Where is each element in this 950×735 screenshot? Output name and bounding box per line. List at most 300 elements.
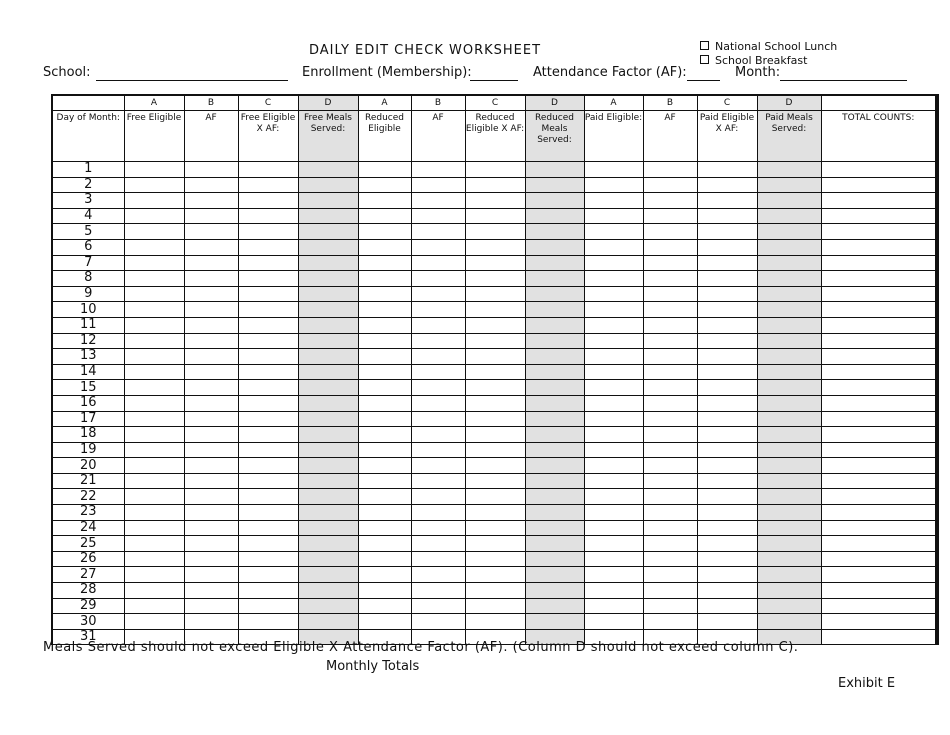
- entry-cell[interactable]: [124, 255, 184, 271]
- entry-cell[interactable]: [298, 427, 358, 443]
- entry-cell[interactable]: [697, 255, 757, 271]
- entry-cell[interactable]: [238, 489, 298, 505]
- entry-cell[interactable]: [465, 364, 525, 380]
- entry-cell[interactable]: [184, 551, 238, 567]
- entry-cell[interactable]: [124, 598, 184, 614]
- entry-cell[interactable]: [124, 177, 184, 193]
- entry-cell[interactable]: [821, 427, 937, 443]
- entry-cell[interactable]: [184, 364, 238, 380]
- entry-cell[interactable]: [525, 567, 584, 583]
- school-field[interactable]: [96, 67, 288, 81]
- entry-cell[interactable]: [697, 208, 757, 224]
- entry-cell[interactable]: [525, 162, 584, 178]
- entry-cell[interactable]: [358, 583, 411, 599]
- entry-cell[interactable]: [238, 177, 298, 193]
- entry-cell[interactable]: [584, 317, 643, 333]
- entry-cell[interactable]: [757, 317, 821, 333]
- entry-cell[interactable]: [697, 427, 757, 443]
- entry-cell[interactable]: [584, 567, 643, 583]
- entry-cell[interactable]: [821, 442, 937, 458]
- entry-cell[interactable]: [358, 349, 411, 365]
- entry-cell[interactable]: [358, 598, 411, 614]
- entry-cell[interactable]: [757, 458, 821, 474]
- entry-cell[interactable]: [757, 427, 821, 443]
- entry-cell[interactable]: [525, 255, 584, 271]
- entry-cell[interactable]: [757, 442, 821, 458]
- entry-cell[interactable]: [821, 489, 937, 505]
- entry-cell[interactable]: [697, 177, 757, 193]
- entry-cell[interactable]: [411, 193, 465, 209]
- entry-cell[interactable]: [757, 177, 821, 193]
- entry-cell[interactable]: [124, 411, 184, 427]
- entry-cell[interactable]: [584, 598, 643, 614]
- entry-cell[interactable]: [821, 302, 937, 318]
- entry-cell[interactable]: [238, 239, 298, 255]
- entry-cell[interactable]: [697, 317, 757, 333]
- entry-cell[interactable]: [238, 271, 298, 287]
- entry-cell[interactable]: [525, 395, 584, 411]
- entry-cell[interactable]: [411, 395, 465, 411]
- entry-cell[interactable]: [238, 520, 298, 536]
- entry-cell[interactable]: [697, 505, 757, 521]
- entry-cell[interactable]: [584, 177, 643, 193]
- entry-cell[interactable]: [465, 239, 525, 255]
- entry-cell[interactable]: [411, 442, 465, 458]
- entry-cell[interactable]: [643, 317, 697, 333]
- entry-cell[interactable]: [643, 458, 697, 474]
- entry-cell[interactable]: [238, 193, 298, 209]
- entry-cell[interactable]: [584, 286, 643, 302]
- entry-cell[interactable]: [465, 333, 525, 349]
- entry-cell[interactable]: [643, 583, 697, 599]
- entry-cell[interactable]: [697, 364, 757, 380]
- entry-cell[interactable]: [411, 489, 465, 505]
- entry-cell[interactable]: [238, 162, 298, 178]
- entry-cell[interactable]: [697, 333, 757, 349]
- entry-cell[interactable]: [411, 411, 465, 427]
- entry-cell[interactable]: [643, 349, 697, 365]
- entry-cell[interactable]: [358, 411, 411, 427]
- entry-cell[interactable]: [525, 349, 584, 365]
- entry-cell[interactable]: [525, 520, 584, 536]
- entry-cell[interactable]: [298, 520, 358, 536]
- entry-cell[interactable]: [238, 614, 298, 630]
- entry-cell[interactable]: [697, 598, 757, 614]
- entry-cell[interactable]: [697, 567, 757, 583]
- entry-cell[interactable]: [124, 349, 184, 365]
- entry-cell[interactable]: [525, 614, 584, 630]
- entry-cell[interactable]: [643, 442, 697, 458]
- entry-cell[interactable]: [821, 598, 937, 614]
- entry-cell[interactable]: [525, 224, 584, 240]
- entry-cell[interactable]: [465, 255, 525, 271]
- entry-cell[interactable]: [465, 551, 525, 567]
- entry-cell[interactable]: [298, 255, 358, 271]
- entry-cell[interactable]: [124, 239, 184, 255]
- entry-cell[interactable]: [697, 349, 757, 365]
- entry-cell[interactable]: [757, 193, 821, 209]
- entry-cell[interactable]: [238, 317, 298, 333]
- entry-cell[interactable]: [465, 302, 525, 318]
- entry-cell[interactable]: [358, 333, 411, 349]
- entry-cell[interactable]: [298, 302, 358, 318]
- entry-cell[interactable]: [238, 551, 298, 567]
- entry-cell[interactable]: [643, 473, 697, 489]
- entry-cell[interactable]: [298, 162, 358, 178]
- entry-cell[interactable]: [184, 442, 238, 458]
- entry-cell[interactable]: [821, 473, 937, 489]
- entry-cell[interactable]: [465, 458, 525, 474]
- entry-cell[interactable]: [525, 317, 584, 333]
- entry-cell[interactable]: [184, 208, 238, 224]
- entry-cell[interactable]: [184, 411, 238, 427]
- entry-cell[interactable]: [697, 380, 757, 396]
- entry-cell[interactable]: [238, 364, 298, 380]
- entry-cell[interactable]: [298, 505, 358, 521]
- entry-cell[interactable]: [184, 177, 238, 193]
- entry-cell[interactable]: [411, 177, 465, 193]
- entry-cell[interactable]: [465, 536, 525, 552]
- entry-cell[interactable]: [184, 193, 238, 209]
- entry-cell[interactable]: [411, 286, 465, 302]
- entry-cell[interactable]: [584, 208, 643, 224]
- entry-cell[interactable]: [411, 614, 465, 630]
- entry-cell[interactable]: [525, 598, 584, 614]
- entry-cell[interactable]: [184, 583, 238, 599]
- entry-cell[interactable]: [358, 427, 411, 443]
- entry-cell[interactable]: [184, 333, 238, 349]
- entry-cell[interactable]: [358, 442, 411, 458]
- entry-cell[interactable]: [124, 271, 184, 287]
- entry-cell[interactable]: [465, 177, 525, 193]
- entry-cell[interactable]: [697, 302, 757, 318]
- entry-cell[interactable]: [184, 427, 238, 443]
- entry-cell[interactable]: [465, 520, 525, 536]
- entry-cell[interactable]: [238, 349, 298, 365]
- entry-cell[interactable]: [584, 505, 643, 521]
- entry-cell[interactable]: [757, 536, 821, 552]
- entry-cell[interactable]: [757, 162, 821, 178]
- entry-cell[interactable]: [184, 286, 238, 302]
- entry-cell[interactable]: [821, 162, 937, 178]
- entry-cell[interactable]: [358, 551, 411, 567]
- entry-cell[interactable]: [411, 458, 465, 474]
- entry-cell[interactable]: [525, 286, 584, 302]
- entry-cell[interactable]: [757, 411, 821, 427]
- entry-cell[interactable]: [643, 333, 697, 349]
- entry-cell[interactable]: [465, 411, 525, 427]
- entry-cell[interactable]: [584, 255, 643, 271]
- entry-cell[interactable]: [525, 177, 584, 193]
- entry-cell[interactable]: [184, 239, 238, 255]
- entry-cell[interactable]: [298, 411, 358, 427]
- entry-cell[interactable]: [298, 239, 358, 255]
- entry-cell[interactable]: [525, 239, 584, 255]
- entry-cell[interactable]: [757, 598, 821, 614]
- entry-cell[interactable]: [757, 520, 821, 536]
- entry-cell[interactable]: [465, 193, 525, 209]
- entry-cell[interactable]: [298, 224, 358, 240]
- entry-cell[interactable]: [238, 567, 298, 583]
- entry-cell[interactable]: [411, 271, 465, 287]
- entry-cell[interactable]: [757, 255, 821, 271]
- entry-cell[interactable]: [124, 520, 184, 536]
- entry-cell[interactable]: [124, 364, 184, 380]
- entry-cell[interactable]: [298, 395, 358, 411]
- entry-cell[interactable]: [584, 224, 643, 240]
- entry-cell[interactable]: [757, 364, 821, 380]
- entry-cell[interactable]: [821, 458, 937, 474]
- entry-cell[interactable]: [525, 364, 584, 380]
- entry-cell[interactable]: [584, 193, 643, 209]
- entry-cell[interactable]: [358, 380, 411, 396]
- entry-cell[interactable]: [124, 224, 184, 240]
- entry-cell[interactable]: [124, 380, 184, 396]
- entry-cell[interactable]: [238, 411, 298, 427]
- entry-cell[interactable]: [298, 598, 358, 614]
- entry-cell[interactable]: [358, 208, 411, 224]
- entry-cell[interactable]: [643, 520, 697, 536]
- entry-cell[interactable]: [465, 583, 525, 599]
- entry-cell[interactable]: [124, 567, 184, 583]
- entry-cell[interactable]: [757, 239, 821, 255]
- entry-cell[interactable]: [821, 271, 937, 287]
- entry-cell[interactable]: [697, 520, 757, 536]
- entry-cell[interactable]: [184, 614, 238, 630]
- entry-cell[interactable]: [298, 333, 358, 349]
- entry-cell[interactable]: [821, 286, 937, 302]
- entry-cell[interactable]: [821, 193, 937, 209]
- entry-cell[interactable]: [124, 551, 184, 567]
- entry-cell[interactable]: [697, 224, 757, 240]
- entry-cell[interactable]: [584, 427, 643, 443]
- entry-cell[interactable]: [124, 286, 184, 302]
- entry-cell[interactable]: [184, 567, 238, 583]
- entry-cell[interactable]: [757, 395, 821, 411]
- entry-cell[interactable]: [643, 255, 697, 271]
- entry-cell[interactable]: [358, 567, 411, 583]
- entry-cell[interactable]: [584, 380, 643, 396]
- month-field[interactable]: [780, 67, 907, 81]
- entry-cell[interactable]: [298, 458, 358, 474]
- entry-cell[interactable]: [411, 239, 465, 255]
- entry-cell[interactable]: [821, 583, 937, 599]
- entry-cell[interactable]: [184, 302, 238, 318]
- entry-cell[interactable]: [643, 427, 697, 443]
- entry-cell[interactable]: [757, 224, 821, 240]
- entry-cell[interactable]: [757, 583, 821, 599]
- entry-cell[interactable]: [643, 598, 697, 614]
- entry-cell[interactable]: [643, 411, 697, 427]
- entry-cell[interactable]: [184, 505, 238, 521]
- entry-cell[interactable]: [358, 302, 411, 318]
- entry-cell[interactable]: [525, 208, 584, 224]
- checkbox-icon[interactable]: [700, 41, 709, 50]
- entry-cell[interactable]: [584, 536, 643, 552]
- entry-cell[interactable]: [184, 349, 238, 365]
- entry-cell[interactable]: [184, 598, 238, 614]
- entry-cell[interactable]: [298, 193, 358, 209]
- entry-cell[interactable]: [643, 302, 697, 318]
- entry-cell[interactable]: [697, 551, 757, 567]
- entry-cell[interactable]: [184, 473, 238, 489]
- entry-cell[interactable]: [124, 193, 184, 209]
- entry-cell[interactable]: [184, 458, 238, 474]
- entry-cell[interactable]: [358, 162, 411, 178]
- entry-cell[interactable]: [643, 224, 697, 240]
- entry-cell[interactable]: [411, 505, 465, 521]
- entry-cell[interactable]: [821, 224, 937, 240]
- entry-cell[interactable]: [358, 177, 411, 193]
- entry-cell[interactable]: [184, 317, 238, 333]
- entry-cell[interactable]: [184, 255, 238, 271]
- entry-cell[interactable]: [411, 162, 465, 178]
- entry-cell[interactable]: [238, 505, 298, 521]
- entry-cell[interactable]: [584, 302, 643, 318]
- entry-cell[interactable]: [358, 489, 411, 505]
- entry-cell[interactable]: [757, 489, 821, 505]
- entry-cell[interactable]: [525, 427, 584, 443]
- entry-cell[interactable]: [643, 536, 697, 552]
- entry-cell[interactable]: [184, 224, 238, 240]
- entry-cell[interactable]: [697, 458, 757, 474]
- entry-cell[interactable]: [584, 271, 643, 287]
- entry-cell[interactable]: [525, 411, 584, 427]
- entry-cell[interactable]: [358, 614, 411, 630]
- entry-cell[interactable]: [298, 567, 358, 583]
- entry-cell[interactable]: [697, 614, 757, 630]
- entry-cell[interactable]: [358, 458, 411, 474]
- entry-cell[interactable]: [821, 629, 937, 645]
- entry-cell[interactable]: [184, 536, 238, 552]
- entry-cell[interactable]: [411, 349, 465, 365]
- entry-cell[interactable]: [821, 208, 937, 224]
- entry-cell[interactable]: [124, 505, 184, 521]
- entry-cell[interactable]: [124, 458, 184, 474]
- entry-cell[interactable]: [465, 224, 525, 240]
- entry-cell[interactable]: [525, 505, 584, 521]
- entry-cell[interactable]: [411, 255, 465, 271]
- entry-cell[interactable]: [411, 364, 465, 380]
- entry-cell[interactable]: [643, 208, 697, 224]
- entry-cell[interactable]: [757, 302, 821, 318]
- entry-cell[interactable]: [124, 583, 184, 599]
- entry-cell[interactable]: [184, 380, 238, 396]
- entry-cell[interactable]: [465, 271, 525, 287]
- entry-cell[interactable]: [697, 162, 757, 178]
- entry-cell[interactable]: [238, 473, 298, 489]
- entry-cell[interactable]: [465, 349, 525, 365]
- entry-cell[interactable]: [584, 583, 643, 599]
- entry-cell[interactable]: [465, 395, 525, 411]
- entry-cell[interactable]: [411, 224, 465, 240]
- entry-cell[interactable]: [358, 239, 411, 255]
- attendance-factor-field[interactable]: [687, 67, 720, 81]
- entry-cell[interactable]: [298, 177, 358, 193]
- entry-cell[interactable]: [584, 473, 643, 489]
- entry-cell[interactable]: [584, 411, 643, 427]
- entry-cell[interactable]: [298, 473, 358, 489]
- entry-cell[interactable]: [697, 286, 757, 302]
- entry-cell[interactable]: [465, 380, 525, 396]
- entry-cell[interactable]: [124, 489, 184, 505]
- entry-cell[interactable]: [238, 395, 298, 411]
- entry-cell[interactable]: [238, 208, 298, 224]
- entry-cell[interactable]: [584, 458, 643, 474]
- entry-cell[interactable]: [465, 489, 525, 505]
- entry-cell[interactable]: [238, 286, 298, 302]
- entry-cell[interactable]: [821, 411, 937, 427]
- entry-cell[interactable]: [821, 380, 937, 396]
- entry-cell[interactable]: [184, 271, 238, 287]
- entry-cell[interactable]: [465, 442, 525, 458]
- entry-cell[interactable]: [298, 442, 358, 458]
- entry-cell[interactable]: [358, 395, 411, 411]
- entry-cell[interactable]: [525, 583, 584, 599]
- entry-cell[interactable]: [411, 427, 465, 443]
- entry-cell[interactable]: [525, 271, 584, 287]
- entry-cell[interactable]: [184, 489, 238, 505]
- entry-cell[interactable]: [238, 302, 298, 318]
- entry-cell[interactable]: [584, 364, 643, 380]
- entry-cell[interactable]: [757, 567, 821, 583]
- entry-cell[interactable]: [358, 520, 411, 536]
- entry-cell[interactable]: [821, 349, 937, 365]
- entry-cell[interactable]: [124, 427, 184, 443]
- entry-cell[interactable]: [238, 380, 298, 396]
- entry-cell[interactable]: [757, 505, 821, 521]
- entry-cell[interactable]: [465, 473, 525, 489]
- entry-cell[interactable]: [358, 317, 411, 333]
- entry-cell[interactable]: [584, 614, 643, 630]
- entry-cell[interactable]: [465, 505, 525, 521]
- entry-cell[interactable]: [697, 473, 757, 489]
- entry-cell[interactable]: [411, 317, 465, 333]
- entry-cell[interactable]: [584, 333, 643, 349]
- entry-cell[interactable]: [697, 239, 757, 255]
- entry-cell[interactable]: [525, 473, 584, 489]
- entry-cell[interactable]: [757, 349, 821, 365]
- entry-cell[interactable]: [124, 302, 184, 318]
- entry-cell[interactable]: [821, 505, 937, 521]
- entry-cell[interactable]: [821, 395, 937, 411]
- entry-cell[interactable]: [238, 598, 298, 614]
- entry-cell[interactable]: [465, 208, 525, 224]
- entry-cell[interactable]: [465, 614, 525, 630]
- entry-cell[interactable]: [525, 380, 584, 396]
- entry-cell[interactable]: [584, 349, 643, 365]
- entry-cell[interactable]: [697, 489, 757, 505]
- entry-cell[interactable]: [358, 255, 411, 271]
- entry-cell[interactable]: [757, 551, 821, 567]
- entry-cell[interactable]: [411, 551, 465, 567]
- entry-cell[interactable]: [697, 536, 757, 552]
- entry-cell[interactable]: [643, 193, 697, 209]
- entry-cell[interactable]: [358, 286, 411, 302]
- entry-cell[interactable]: [238, 442, 298, 458]
- entry-cell[interactable]: [411, 473, 465, 489]
- entry-cell[interactable]: [465, 427, 525, 443]
- entry-cell[interactable]: [643, 489, 697, 505]
- entry-cell[interactable]: [821, 551, 937, 567]
- entry-cell[interactable]: [757, 286, 821, 302]
- entry-cell[interactable]: [465, 286, 525, 302]
- entry-cell[interactable]: [124, 208, 184, 224]
- entry-cell[interactable]: [821, 520, 937, 536]
- entry-cell[interactable]: [643, 271, 697, 287]
- entry-cell[interactable]: [757, 473, 821, 489]
- entry-cell[interactable]: [821, 239, 937, 255]
